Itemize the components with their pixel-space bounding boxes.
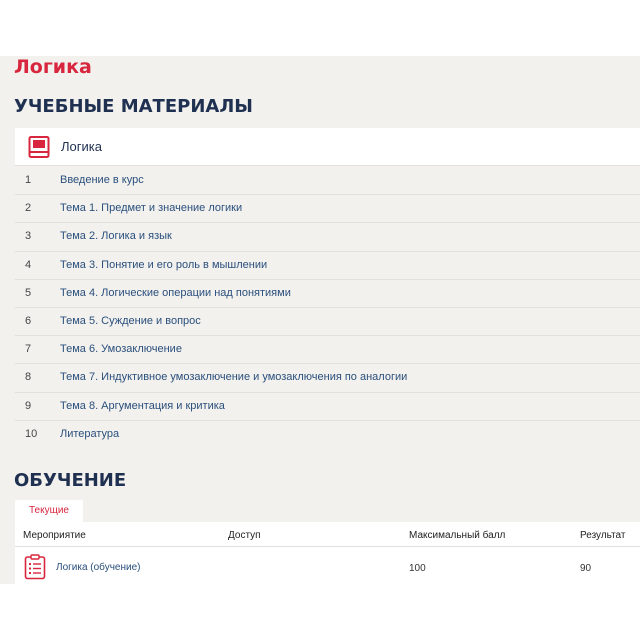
lesson-link[interactable]: Тема 7. Индуктивное умозаключение и умозаключения по аналогии [60, 371, 408, 384]
lesson-item [15, 195, 640, 223]
material-header-label: Логика [61, 139, 102, 154]
lesson-item [15, 280, 640, 308]
material-header[interactable] [15, 128, 640, 166]
lesson-number: 10 [25, 427, 38, 440]
lesson-list [15, 167, 640, 449]
column-header-max-score: Максимальный балл [409, 530, 506, 541]
lesson-link[interactable]: Тема 6. Умозаключение [60, 343, 182, 356]
lesson-link[interactable]: Тема 5. Суждение и вопрос [60, 314, 201, 327]
lesson-number: 9 [25, 399, 32, 412]
lesson-number: 6 [25, 314, 32, 327]
course-page [0, 56, 640, 584]
lesson-number: 7 [25, 343, 32, 356]
clipboard-list-icon [24, 554, 46, 580]
table-divider [15, 546, 640, 547]
lesson-item [15, 421, 640, 449]
column-header-event: Мероприятие [23, 530, 86, 541]
lesson-item [15, 336, 640, 364]
lesson-item [15, 393, 640, 421]
lesson-number: 2 [25, 202, 32, 215]
lesson-link[interactable]: Введение в курс [60, 174, 144, 186]
training-event-link[interactable]: Логика (обучение) [56, 562, 141, 573]
lesson-item [15, 223, 640, 251]
max-score-value: 100 [409, 563, 426, 574]
lesson-number: 8 [25, 371, 32, 384]
lesson-link[interactable]: Тема 2. Логика и язык [60, 230, 172, 243]
materials-heading: УЧЕБНЫЕ МАТЕРИАЛЫ [14, 96, 253, 117]
lesson-item [15, 364, 640, 392]
lesson-number: 1 [25, 174, 32, 186]
lesson-link[interactable]: Литература [60, 427, 120, 440]
lesson-number: 4 [25, 258, 32, 271]
lesson-link[interactable]: Тема 8. Аргументация и критика [60, 399, 225, 412]
lesson-link[interactable]: Тема 4. Логические операции над понятиями [60, 286, 291, 299]
lesson-item [15, 167, 640, 195]
course-title: Логика [14, 56, 92, 78]
column-header-result: Результат [580, 530, 626, 541]
lesson-item [15, 308, 640, 336]
lesson-number: 3 [25, 230, 32, 243]
learning-heading: ОБУЧЕНИЕ [14, 470, 127, 491]
training-table [15, 522, 640, 584]
lesson-link[interactable]: Тема 3. Понятие и его роль в мышлении [60, 258, 268, 271]
column-header-access: Доступ [228, 530, 261, 541]
tab-current[interactable]: Текущие [15, 500, 83, 522]
lesson-number: 5 [25, 286, 32, 299]
result-value: 90 [580, 563, 592, 574]
learning-tabs [15, 500, 83, 522]
lesson-item [15, 252, 640, 280]
book-icon [27, 135, 51, 159]
lesson-link[interactable]: Тема 1. Предмет и значение логики [60, 202, 243, 215]
